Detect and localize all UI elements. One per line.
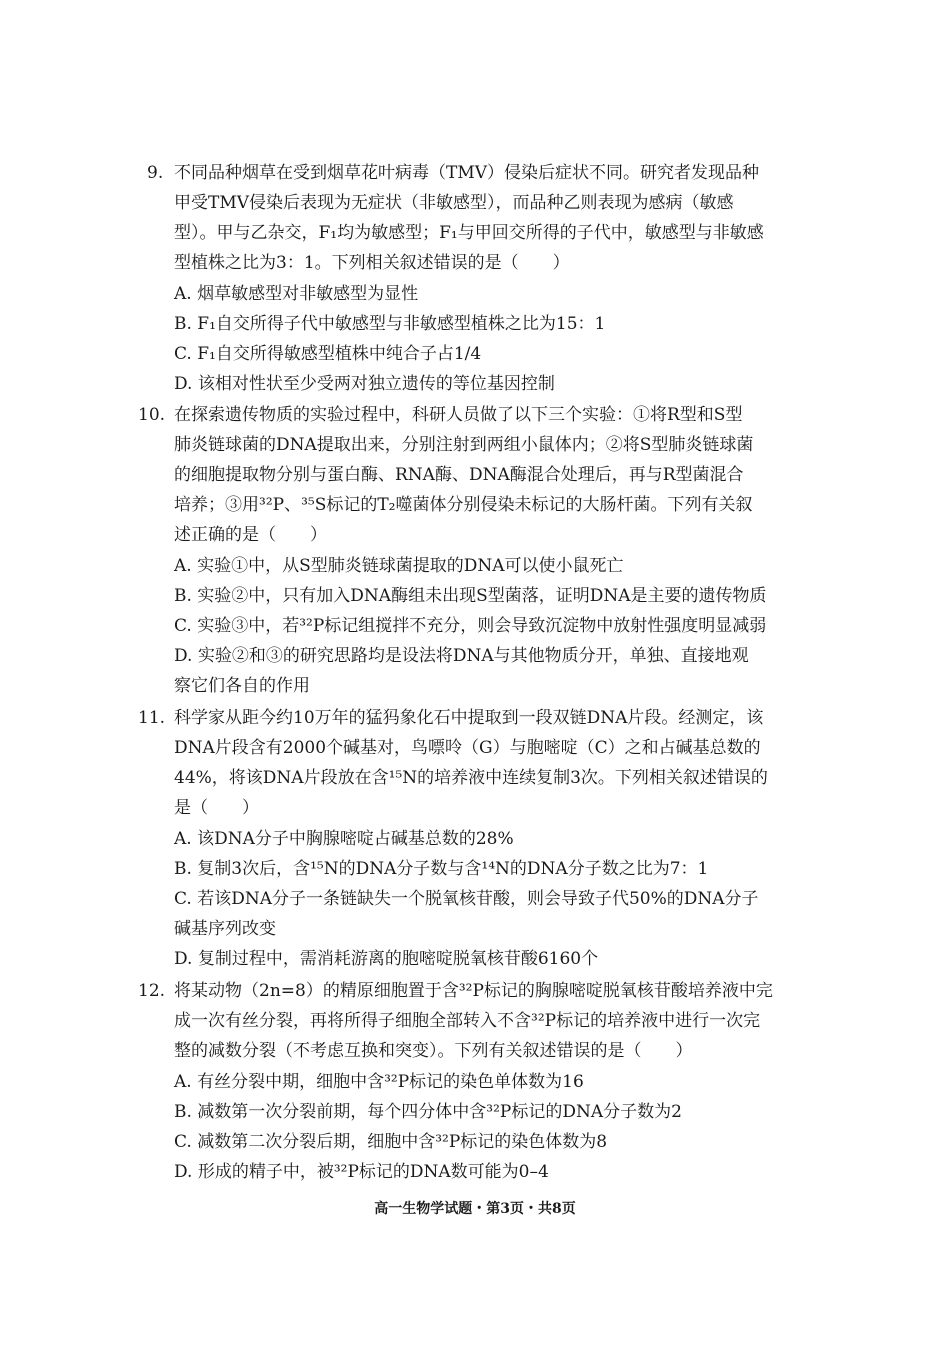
question-10-stem-line: 述正确的是（ ） [174, 525, 327, 545]
question-10-option-b: B. 实验②中，只有加入DNA酶组未出现S型菌落，证明DNA是主要的遗传物质 [174, 586, 767, 606]
question-9-option-d: D. 该相对性状至少受两对独立遗传的等位基因控制 [174, 374, 555, 394]
question-11-option-a: A. 该DNA分子中胸腺嘧啶占碱基总数的28% [174, 829, 514, 849]
question-12-stem-line: 将某动物（2n=8）的精原细胞置于含³²P标记的胸腺嘧啶脱氧核苷酸培养液中完 [174, 981, 773, 1001]
question-11-option-c: C. 若该DNA分子一条链缺失一个脱氧核苷酸，则会导致子代50%的DNA分子 [174, 889, 759, 909]
question-9-option-a: A. 烟草敏感型对非敏感型为显性 [174, 284, 419, 304]
question-11-option-d: D. 复制过程中，需消耗游离的胞嘧啶脱氧核苷酸6160个 [174, 949, 599, 969]
question-12-option-c: C. 减数第二次分裂后期，细胞中含³²P标记的染色体数为8 [174, 1132, 608, 1152]
question-12-stem-line: 整的减数分裂（不考虑互换和突变）。下列有关叙述错误的是（ ） [174, 1041, 693, 1061]
page-footer: 高一生物学试题・第3页・共8页 [374, 1201, 576, 1217]
question-12-option-b: B. 减数第一次分裂前期，每个四分体中含³²P标记的DNA分子数为2 [174, 1102, 682, 1122]
question-10-option-c: C. 实验③中，若³²P标记组搅拌不充分，则会导致沉淀物中放射性强度明显减弱 [174, 616, 767, 636]
question-12-stem-line: 成一次有丝分裂，再将所得子细胞全部转入不含³²P标记的培养液中进行一次完 [174, 1011, 761, 1031]
question-10-stem-line: 的细胞提取物分别与蛋白酶、RNA酶、DNA酶混合处理后，再与R型菌混合 [174, 465, 744, 485]
question-10-option-a: A. 实验①中，从S型肺炎链球菌提取的DNA可以使小鼠死亡 [174, 556, 624, 576]
question-10-number: 10. [138, 405, 166, 425]
question-10-option-d: D. 实验②和③的研究思路均是设法将DNA与其他物质分开，单独、直接地观 [174, 646, 749, 666]
question-9-stem-line: 甲受TMV侵染后表现为无症状（非敏感型），而品种乙则表现为感病（敏感 [174, 193, 734, 213]
question-10-stem-line: 在探索遗传物质的实验过程中，科研人员做了以下三个实验：①将R型和S型 [174, 405, 743, 425]
question-9-stem-line: 不同品种烟草在受到烟草花叶病毒（TMV）侵染后症状不同。研究者发现品种 [174, 163, 760, 183]
question-11-stem-line: 是（ ） [174, 798, 259, 818]
question-11-number: 11. [138, 708, 166, 728]
question-9-stem-line: 型植株之比为3：1。下列相关叙述错误的是（ ） [174, 253, 570, 273]
question-12-option-a: A. 有丝分裂中期，细胞中含³²P标记的染色单体数为16 [174, 1072, 584, 1092]
question-12-option-d: D. 形成的精子中，被³²P标记的DNA数可能为0–4 [174, 1162, 549, 1182]
question-10-stem-line: 培养；③用³²P、³⁵S标记的T₂噬菌体分别侵染未标记的大肠杆菌。下列有关叙 [174, 495, 753, 515]
question-11-stem-line: 44%，将该DNA片段放在含¹⁵N的培养液中连续复制3次。下列相关叙述错误的 [174, 768, 768, 788]
question-11-stem-line: 科学家从距今约10万年的猛犸象化石中提取到一段双链DNA片段。经测定，该 [174, 708, 764, 728]
question-10-stem-line: 肺炎链球菌的DNA提取出来，分别注射到两组小鼠体内；②将S型肺炎链球菌 [174, 435, 754, 455]
question-11-option-c-continued: 碱基序列改变 [174, 919, 276, 939]
question-11-stem-line: DNA片段含有2000个碱基对，鸟嘌呤（G）与胞嘧啶（C）之和占碱基总数的 [174, 738, 761, 758]
question-9-option-c: C. F₁自交所得敏感型植株中纯合子占1/4 [174, 344, 482, 364]
question-9-option-b: B. F₁自交所得子代中敏感型与非敏感型植株之比为15：1 [174, 314, 606, 334]
question-9-stem-line: 型）。甲与乙杂交，F₁均为敏感型；F₁与甲回交所得的子代中，敏感型与非敏感 [174, 223, 764, 243]
question-11-option-b: B. 复制3次后，含¹⁵N的DNA分子数与含¹⁴N的DNA分子数之比为7：1 [174, 859, 709, 879]
question-12-number: 12. [138, 981, 166, 1001]
question-9-number: 9. [147, 163, 164, 183]
question-10-option-d-continued: 察它们各自的作用 [174, 676, 310, 696]
